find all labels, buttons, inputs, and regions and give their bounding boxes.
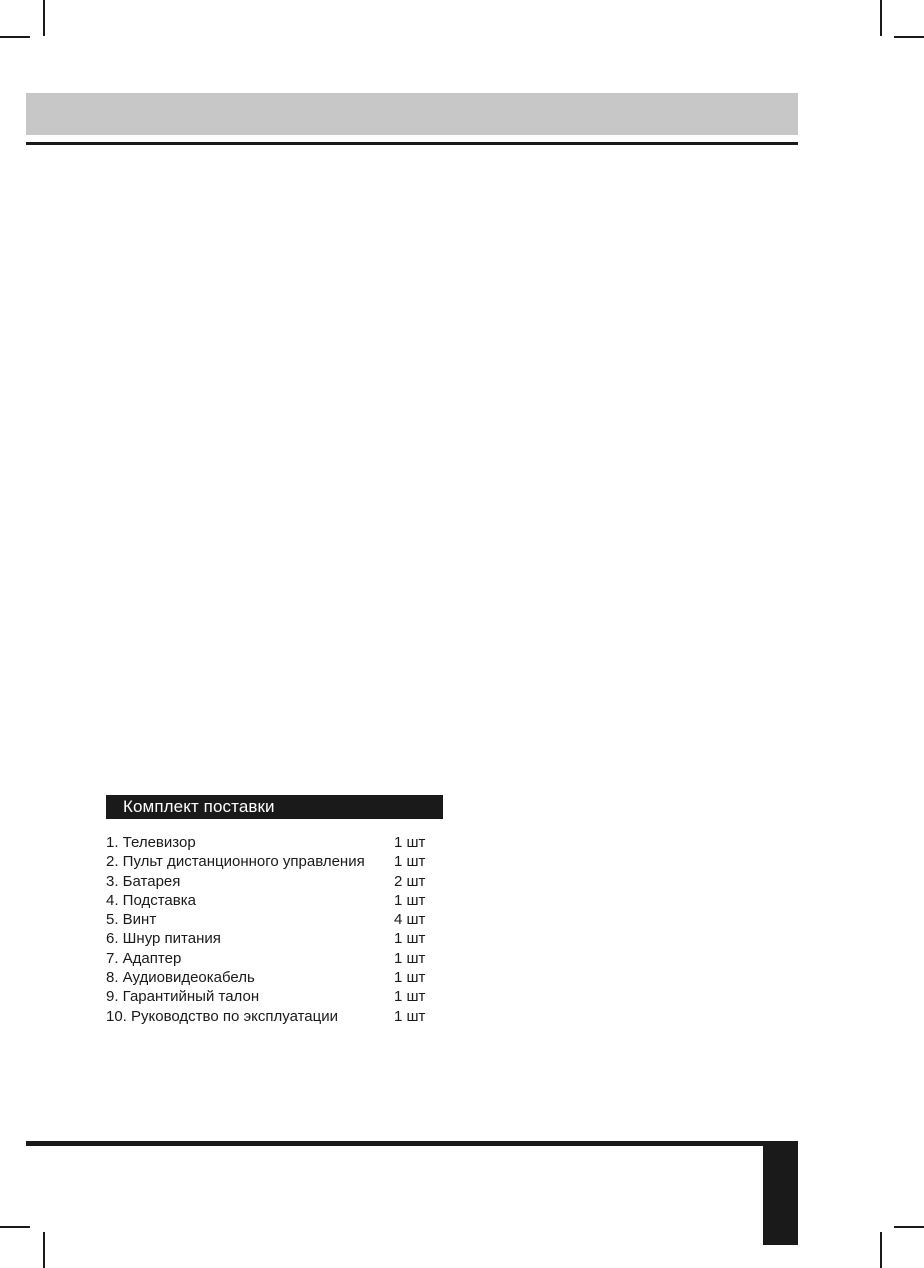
list-item <box>106 987 443 1006</box>
item-quantity: 1 шт <box>394 834 426 851</box>
item-quantity: 4 шт <box>394 911 426 929</box>
crop-mark-bottom-left-vertical <box>43 1232 45 1268</box>
item-name: 10. Руководство по эксплуатации <box>106 1007 338 1025</box>
item-name: 5. Винт <box>106 911 157 929</box>
header-band <box>26 93 798 135</box>
item-quantity: 1 шт <box>394 853 426 871</box>
list-item <box>106 872 443 891</box>
list-item <box>106 1007 443 1026</box>
item-name: 8. Аудиовидеокабель <box>106 969 255 987</box>
list-item <box>106 949 443 968</box>
item-quantity: 1 шт <box>394 949 426 967</box>
footer-divider <box>26 1141 798 1146</box>
header-divider <box>26 142 798 145</box>
item-quantity: 1 шт <box>394 891 426 909</box>
item-name: 7. Адаптер <box>106 949 182 967</box>
crop-mark-bottom-right-horizontal <box>894 1226 924 1228</box>
item-name: 6. Шнур питания <box>106 930 221 948</box>
crop-mark-bottom-right-vertical <box>880 1232 882 1268</box>
list-item <box>106 910 443 929</box>
item-quantity: 1 шт <box>394 969 426 987</box>
crop-mark-top-right-horizontal <box>894 36 924 38</box>
item-name: 1. Телевизор <box>106 834 196 851</box>
item-name: 3. Батарея <box>106 872 181 890</box>
crop-mark-top-left-horizontal <box>0 36 30 38</box>
item-quantity: 1 шт <box>394 930 426 948</box>
item-name: 9. Гарантийный талон <box>106 988 260 1006</box>
list-item <box>106 968 443 987</box>
item-name: 2. Пульт дистанционного управления <box>106 853 365 871</box>
crop-mark-bottom-left-horizontal <box>0 1226 30 1228</box>
item-name: 4. Подставка <box>106 891 196 909</box>
crop-mark-top-right-vertical <box>880 0 882 36</box>
list-item <box>106 833 443 852</box>
item-quantity: 2 шт <box>394 872 426 890</box>
package-contents-title: Комплект поставки <box>106 795 443 819</box>
list-item <box>106 852 443 871</box>
item-quantity: 1 шт <box>394 988 426 1006</box>
page-tab <box>763 1141 798 1245</box>
list-item <box>106 929 443 948</box>
item-quantity: 1 шт <box>394 1007 426 1025</box>
package-contents-list <box>106 833 443 1026</box>
package-contents <box>106 795 443 1026</box>
crop-mark-top-left-vertical <box>43 0 45 36</box>
list-item <box>106 891 443 910</box>
